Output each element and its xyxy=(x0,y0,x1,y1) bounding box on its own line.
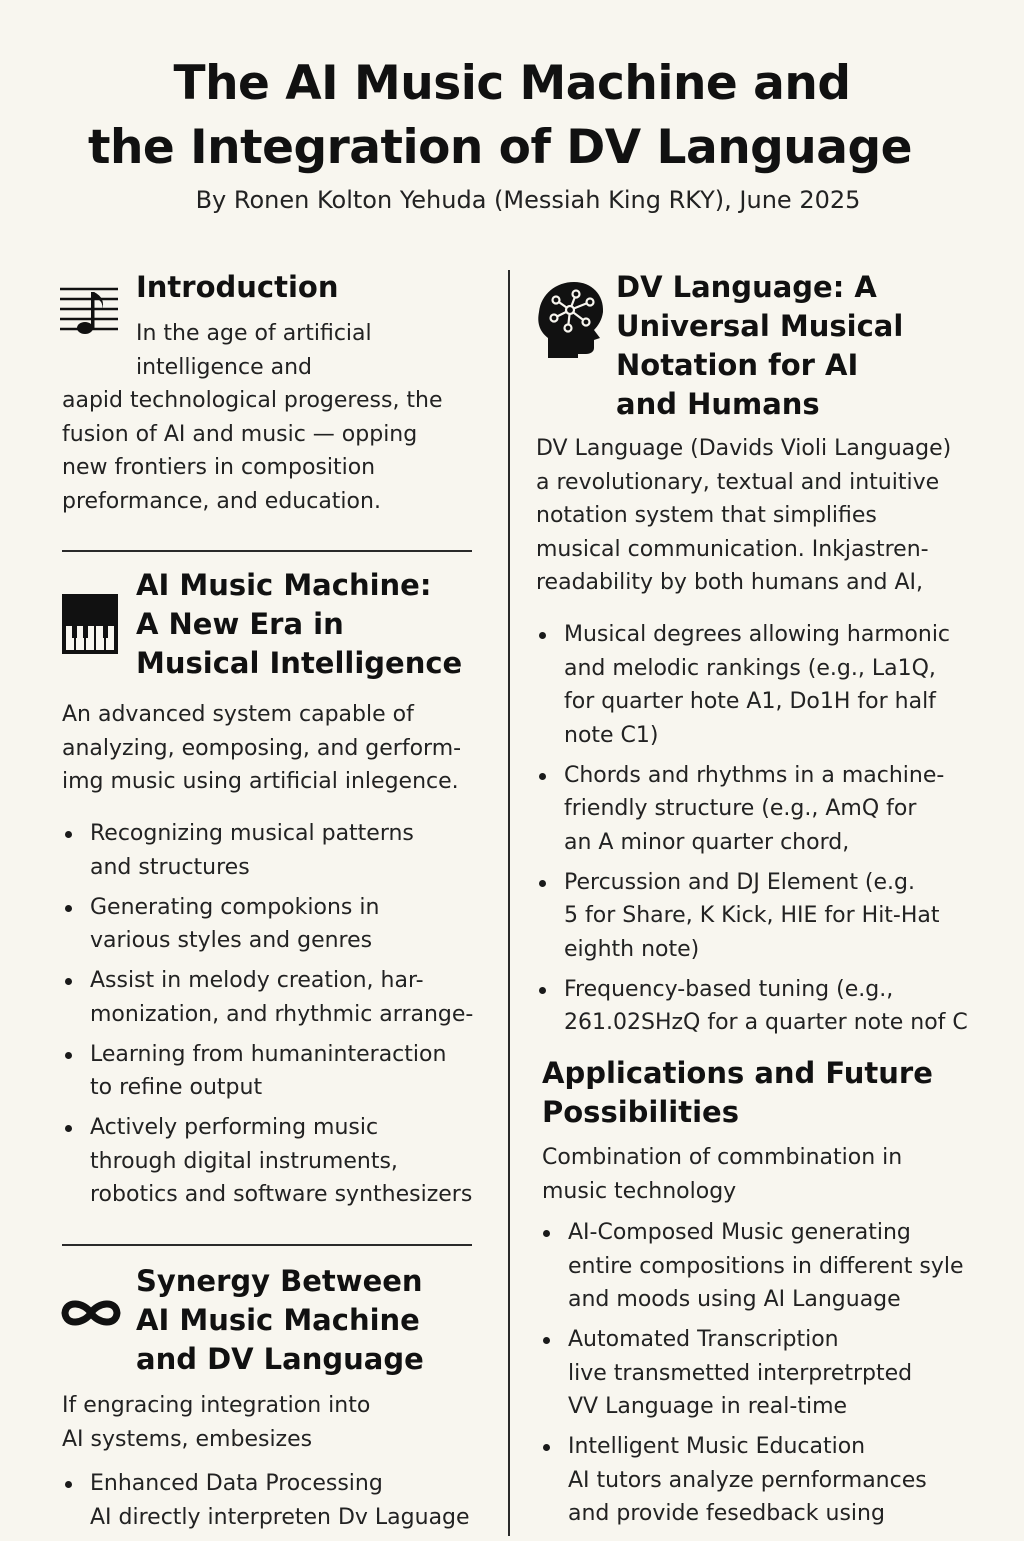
text-line: DV Language (Davids Violi Language) xyxy=(536,436,952,461)
text-line: aapid technological progeress, the xyxy=(62,388,443,413)
heading-line: Notation for AI xyxy=(616,348,859,382)
dv-language-bullets xyxy=(536,618,968,1046)
section-heading-synergy xyxy=(136,1262,424,1379)
text-line: intelligence and xyxy=(136,354,313,380)
list-item xyxy=(536,759,968,860)
byline: By Ronen Kolton Yehuda (Messiah King RKY), June 2025 xyxy=(195,186,861,214)
heading-line: Universal Musical xyxy=(616,309,904,343)
list-item-line: AI-Composed Music generating xyxy=(568,1220,911,1245)
infinity-icon xyxy=(58,1294,124,1332)
list-item-line: live transmetted interpretrpted xyxy=(568,1360,913,1386)
list-item-line: Enhanced Data Processing xyxy=(90,1471,383,1496)
list-item-line: AI directly interpreten Dv Laguage xyxy=(90,1504,470,1530)
heading-line: AI Music Machine xyxy=(136,1303,420,1337)
column-divider xyxy=(508,270,510,1536)
page-title xyxy=(60,52,964,180)
list-item xyxy=(540,1430,964,1531)
list-item-line: note C1) xyxy=(564,722,659,748)
text-line: notation system that simplifies xyxy=(536,503,877,528)
text-line: readability by both humans and AI, xyxy=(536,570,924,595)
applications-bullets xyxy=(540,1216,964,1537)
list-item-line: Musical degrees allowing harmonic xyxy=(564,622,951,647)
list-item-line: and moods using AI Language xyxy=(568,1287,901,1312)
list-item-line: VV Language in real-time xyxy=(568,1394,848,1419)
list-item xyxy=(62,891,473,958)
list-item-line: Learning from humaninteraction xyxy=(90,1041,447,1067)
list-item xyxy=(536,866,968,967)
heading-line: and Humans xyxy=(616,387,820,421)
ai-music-machine-bullets xyxy=(62,817,473,1218)
text-line: musical communication. Inkjastren- xyxy=(536,536,929,562)
list-item xyxy=(62,1038,473,1105)
list-item-line: Recognizing musical patterns xyxy=(90,821,414,846)
list-item xyxy=(62,1467,470,1534)
text-line: analyzing, eomposing, and gerform- xyxy=(62,735,462,761)
ai-music-machine-text xyxy=(62,698,461,799)
list-item-line: Automated Transcription xyxy=(568,1327,839,1352)
text-line: AI systems, embesizes xyxy=(62,1426,313,1452)
section-heading-ai-music-machine xyxy=(136,566,462,683)
text-line: Combination of commbination in xyxy=(542,1145,903,1170)
list-item-line: to refine output xyxy=(90,1075,263,1100)
synergy-text xyxy=(62,1389,370,1456)
ai-brain-icon xyxy=(536,278,606,358)
list-item-line: Frequency-based tuning (e.g., xyxy=(564,976,894,1002)
piano-keys-icon xyxy=(62,594,118,654)
text-line: An advanced system capable of xyxy=(62,702,414,727)
text-line: In the age of artificial xyxy=(136,321,372,346)
dv-language-text xyxy=(536,432,951,600)
synergy-bullets xyxy=(62,1467,470,1541)
heading-line: DV Language: A xyxy=(616,270,877,304)
heading-line: Possibilities xyxy=(542,1095,739,1129)
list-item-line: 5 for Share, K Kick, HIE for Hit-Hat xyxy=(564,903,940,928)
section-heading-introduction: Introduction xyxy=(136,270,339,304)
text-line: preformance, and education. xyxy=(62,488,381,514)
introduction-text xyxy=(62,317,443,518)
heading-line: Musical Intelligence xyxy=(136,646,463,680)
heading-line: A New Era in xyxy=(136,607,344,641)
list-item-line: and structures xyxy=(90,854,250,880)
list-item-line: robotics and software synthesizers xyxy=(90,1182,473,1207)
section-heading-dv-language xyxy=(616,268,903,424)
text-line: music technology xyxy=(542,1178,737,1204)
text-line: img music using artificial inlegence. xyxy=(62,769,459,794)
text-line: new frontiers in composition xyxy=(62,455,376,480)
section-divider xyxy=(62,1244,472,1246)
list-item-line: 261.02SHzQ for a quarter note nof C xyxy=(564,1010,968,1035)
applications-text xyxy=(542,1141,902,1208)
list-item-line: Generating compokions in xyxy=(90,894,380,920)
list-item xyxy=(62,817,473,884)
list-item-line: Chords and rhythms in a machine- xyxy=(564,762,945,788)
title-line-2: the Integration of DV Language xyxy=(88,120,913,175)
list-item xyxy=(62,964,473,1031)
list-item-line: and melodic rankings (e.g., La1Q, xyxy=(564,655,936,681)
text-line: a revolutionary, textual and intuitive xyxy=(536,469,940,495)
heading-line: AI Music Machine: xyxy=(136,568,432,602)
list-item-line: for quarter hote A1, Do1H for half xyxy=(564,689,936,714)
list-item-line: various styles and genres xyxy=(90,928,373,953)
list-item-line: Intelligent Music Education xyxy=(568,1434,866,1459)
list-item-line: through digital instruments, xyxy=(90,1148,398,1174)
list-item-line: an A minor quarter chord, xyxy=(564,829,850,855)
heading-line: and DV Language xyxy=(136,1342,424,1376)
list-item xyxy=(536,973,968,1040)
list-item xyxy=(62,1111,473,1212)
list-item-line: entire compositions in different syle xyxy=(568,1253,964,1279)
section-divider xyxy=(62,550,472,552)
text-line: fusion of AI and music — opping xyxy=(62,421,418,447)
list-item-line: Actively performing music xyxy=(90,1115,379,1140)
heading-line: Synergy Between xyxy=(136,1264,423,1298)
list-item-line: monization, and rhythmic arrange- xyxy=(90,1001,474,1027)
list-item-line: AI tutors analyze pernformances xyxy=(568,1467,927,1493)
list-item xyxy=(540,1323,964,1424)
list-item-line: and provide fesedback using xyxy=(568,1501,885,1526)
list-item xyxy=(540,1216,964,1317)
list-item-line: eighth note) xyxy=(564,936,700,962)
heading-line: Applications and Future xyxy=(542,1056,933,1090)
section-heading-applications xyxy=(542,1054,933,1132)
text-line: If engracing integration into xyxy=(62,1393,371,1418)
title-line-1: The AI Music Machine and xyxy=(173,56,851,111)
list-item xyxy=(536,618,968,752)
list-item-line: friendly structure (e.g., AmQ for xyxy=(564,796,917,821)
list-item-line: Assist in melody creation, har- xyxy=(90,968,424,993)
list-item-line: Percussion and DJ Element (e.g. xyxy=(564,869,916,895)
